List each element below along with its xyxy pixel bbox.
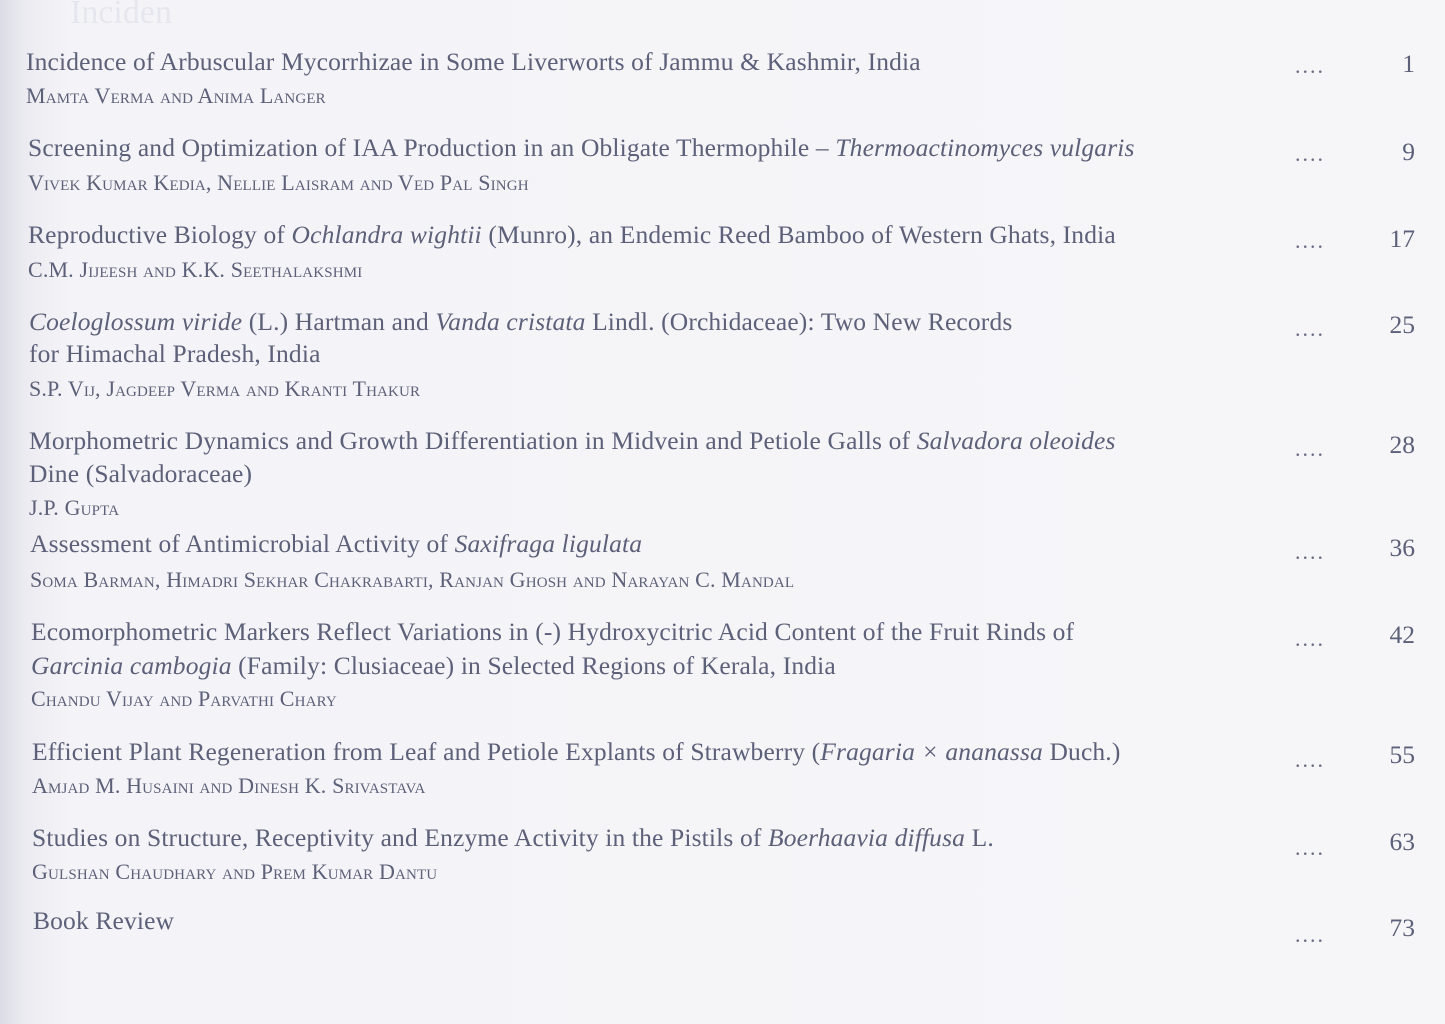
page-number: 17 [1389, 224, 1415, 253]
entry-title: Coeloglossum viride (L.) Hartman and Vanda cristata Lindl. (Orchidaceae): Two New Records [29, 307, 1013, 336]
entry-authors: Mamta Verma and Anima Langer [26, 83, 326, 108]
page-number: 36 [1389, 533, 1415, 562]
leader-dots: .... [1295, 922, 1325, 947]
page-number: 28 [1389, 430, 1415, 459]
page-number: 25 [1389, 310, 1415, 339]
entry-authors: Vivek Kumar Kedia, Nellie Laisram and Ved Pal Singh [28, 170, 529, 195]
page-number: 1 [1402, 49, 1415, 78]
leader-dots: .... [1295, 539, 1325, 564]
page-number: 73 [1389, 913, 1415, 942]
leader-dots: .... [1295, 436, 1325, 461]
page-number: 42 [1389, 620, 1415, 649]
entry-authors: Soma Barman, Himadri Sekhar Chakrabarti, Ranjan Ghosh and Narayan C. Mandal [30, 567, 795, 592]
species-name: Boerhaavia diffusa [768, 823, 966, 852]
page-number: 63 [1389, 827, 1415, 856]
leader-dots: .... [1295, 228, 1325, 253]
entry-title: Book Review [33, 906, 175, 935]
entry-title: Assessment of Antimicrobial Activity of Saxifraga ligulata [30, 529, 643, 558]
leader-dots: .... [1295, 53, 1325, 78]
entry-authors: J.P. Gupta [29, 495, 120, 520]
leader-dots: .... [1295, 316, 1325, 341]
leader-dots: .... [1295, 835, 1325, 860]
species-name: Fragaria × ananassa [820, 737, 1043, 766]
entry-authors: Gulshan Chaudhary and Prem Kumar Dantu [32, 859, 438, 884]
species-name: Vanda cristata [435, 307, 586, 336]
species-name: Coeloglossum viride [29, 307, 243, 336]
leader-dots: .... [1295, 141, 1325, 166]
species-name: Garcinia cambogia [31, 651, 232, 680]
entry-title: Studies on Structure, Receptivity and Enzyme Activity in the Pistils of Boerhaavia diffusa L. [32, 823, 994, 852]
bleed-through-text: Inciden [70, 0, 172, 31]
species-name: Thermoactinomyces vulgaris [835, 133, 1135, 162]
entry-title: Ecomorphometric Markers Reflect Variations in (-) Hydroxycitric Acid Content of the Fruit Rinds of [31, 617, 1075, 646]
entry-authors: Amjad M. Husaini and Dinesh K. Srivastava [32, 773, 426, 798]
entry-authors: Chandu Vijay and Parvathi Chary [31, 686, 337, 711]
entry-title: Screening and Optimization of IAA Production in an Obligate Thermophile – Thermoactinomyces vulgaris [28, 133, 1135, 162]
entry-title-continued: Dine (Salvadoraceae) [29, 459, 253, 488]
entry-title: Incidence of Arbuscular Mycorrhizae in Some Liverworts of Jammu & Kashmir, India [26, 47, 921, 76]
entry-title: Reproductive Biology of Ochlandra wightii (Munro), an Endemic Reed Bamboo of Western Ghats, India [28, 220, 1116, 249]
leader-dots: .... [1295, 626, 1325, 651]
page-number: 55 [1389, 740, 1415, 769]
species-name: Salvadora oleoides [916, 426, 1116, 455]
species-name: Saxifraga ligulata [454, 529, 643, 558]
entry-title: Morphometric Dynamics and Growth Differentiation in Midvein and Petiole Galls of Salvadora oleoides [29, 426, 1116, 455]
leader-dots: .... [1295, 747, 1325, 772]
entry-title-continued: Garcinia cambogia (Family: Clusiaceae) in Selected Regions of Kerala, India [31, 651, 836, 680]
entry-title: Efficient Plant Regeneration from Leaf and Petiole Explants of Strawberry (Fragaria × ananassa Duch.) [32, 737, 1121, 766]
entry-authors: C.M. Jijeesh and K.K. Seethalakshmi [28, 257, 363, 282]
entry-authors: S.P. Vij, Jagdeep Verma and Kranti Thakur [29, 376, 421, 401]
species-name: Ochlandra wightii [291, 220, 482, 249]
page-number: 9 [1402, 137, 1415, 166]
entry-title-continued: for Himachal Pradesh, India [29, 339, 321, 368]
